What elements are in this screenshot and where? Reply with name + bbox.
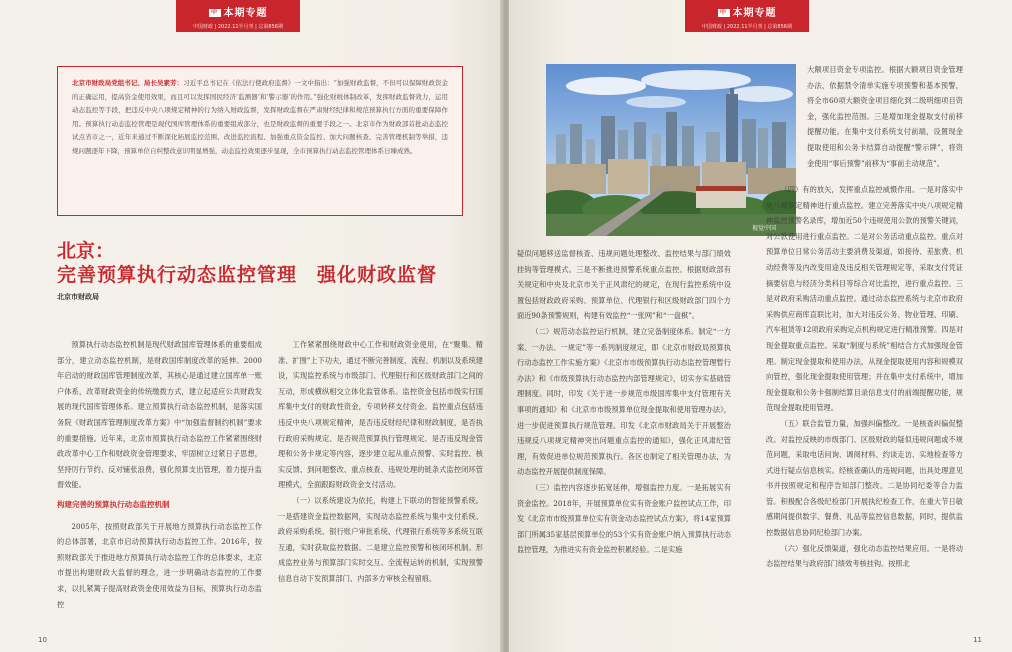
page-number-right: 11 — [973, 636, 982, 644]
right-page — [509, 0, 1012, 652]
intro-lead: 北京市财政局党组书记、局长吴素芳： — [72, 79, 184, 87]
title-line-2: 完善预算执行动态监控管理 强化财政监督 — [57, 264, 438, 286]
title-line-1: 北京： — [57, 240, 115, 262]
issue-info: 中国财政 | 2022.11半月刊 | 总第856期 — [702, 24, 792, 30]
section-title: 本期专题 — [732, 8, 777, 19]
paragraph: （三）监控内容逐步拓宽延伸，增强监控力度。一是拓展实有资金监控。2018年，开展预算单位实有资金账户监控试点工作，印发《北京市市级预算单位实有资金动态监控试点方案》，将14家预算部门所属35家基层预算单位的53个实有资金账户纳入预算执行动态监控管理，为推进实有资金监控积累经验。二是实施 — [517, 482, 731, 555]
paragraph: （二）规范动态监控运行机制，建立完备制度体系。制定“一方案、一办法、一规定”等一系列制度规定，即《北京市财政局预算执行动态监控工作实施方案》《北京市市级预算执行动态监控管理暂行办法》和《市级预算执行动态监控内部管理规定》，切实夯实基础管理制度。同时，印发《关于进一步规范市级国库集中支付管理有关事项的通知》和《北京市市级预算单位现金提取和使用管理办法》，进一步促进预算执行规范管理。印发《北京市财政局关于开展整治违规反八项规定精神突出问题重点监控的通知》，强化正风肃纪管理，有效促进单位规范预算执行。各区也制定了相关管理办法，为动态监控开展提供制度保障。 — [517, 326, 731, 477]
intro-body: 习近平总书记在《依法行使政府监督》一文中指出：“加强财政监督，不但可以保障财政资金的正确运用，提高资金使用效果，而且可以发挥国民经济‘监测器’和‘警示器’的作用。”强化财税体制改革，发挥财政监督效力，运用动态监控等手段，把违反中央八项规定精神的行为纳入财政监督，发挥财政监督在严肃财经纪律和规范预算执行方面的重要保障作用。预算执行动态监控管理是现代国库管理体系的重要组成部分，也是财政监督的重要手段之一。北京市作为财政部首批动态监控试点省市之一，近年来通过不断深化拓展监控范围、改进监控流程、加强重点资金监控、加大问题核查、完善管理机制等举措，违规问题逐年下降，预算单位自纠整改意识明显增强，动态监控效果逐步显现，全市预算执行动态监控管理体系日臻成熟。 — [72, 79, 449, 155]
header-tab-right — [685, 0, 809, 32]
city-image — [546, 64, 796, 236]
page-number-left: 10 — [38, 636, 47, 644]
paragraph: 大额项目资金专项监控。根据大额项目资金管理办法，依据禁令清单实施专项预警和基本预警，将全市60项大额资金项目细化到二级明细项目资金，强化监控范围。三是增加现金提取支付前移提醒功能。在集中支付系统支付前端，设置现金提取使用和公务卡结算自动提醒“警示牌”，将资金使用“事后预警”前移为“事前主动规范”。 — [807, 65, 963, 168]
header-tab-left — [176, 0, 300, 32]
right-column-2 — [766, 182, 963, 572]
paragraph: 预算执行动态监控机制是现代财政国库管理体系的重要组成部分，建立动态监控机制，是财政国库制度改革的延伸。2000年启动的财政国库管理制度改革，其核心是通过建立国库单一账户体系，改革财政资金的传统缴拨方式，建立起适应公共财政发展的现代国库管理体系。建立预算执行动态监控机制，是落实国务院《财政国库管理制度改革方案》中“加强监督制约机制”要求的重要措施。近年来，北京市预算执行动态监控工作紧紧围绕财政改革中心工作和财政资金管理要求，牢固树立过紧日子思想，坚持厉行节约、反对铺张浪费，强化预算支出管理，着力提升监督效能。 — [57, 340, 262, 490]
intro-box — [57, 66, 463, 216]
paragraph: （六）强化反馈渠道，强化动态监控结果应用。一是将动态监控结果与政府部门绩效考核挂钩。按照北 — [766, 543, 963, 569]
left-column-2 — [278, 337, 483, 587]
article-title — [57, 240, 437, 288]
magazine-logo-icon: 中 — [718, 9, 730, 17]
left-column-1 — [57, 337, 262, 612]
right-column-2-top — [807, 62, 963, 171]
paragraph: （五）联合监管力量，加强纠偏整改。一是核查纠偏促整改。对监控反映的市级部门、区级财政的疑似违规问题或不规范问题，采取电话问询、调阅材料、约谈走访、实地检查等方式进行疑点信息核实。经核查确认的违规问题，出具处理意见书并按照规定和程序告知部门整改。二是协同纪委等合力监管。积极配合各级纪检部门开展执纪检查工作，在重大节日敏感期间提供数字、餐费、礼品等监控信息数据，同时，提供监控数据信息协同纪检部门办案。 — [766, 418, 963, 538]
right-column-1 — [517, 246, 731, 558]
left-page — [0, 0, 503, 652]
paragraph: （四）有的放矢，发挥重点监控威慑作用。一是对落实中央八项规定精神进行重点监控。建立完善落实中央八项规定精神监控预警名录库，增加近50个违规使用公款的预警关键词，对公款使用进行重点监控。二是对公务活动重点监控。重点对预算单位日常公务活动主要消费及渠道，如接待、差旅费、机动经费等及内改变用途及违反相关管理规定等，采取支付凭证摘要信息与经济分类科目等综合对比监控，进行重点监控。三是对政府采购活动重点监控。通过动态监控系统与北京市政府采购供应商库直联比对，加大对违反公务、物业管理、印刷、汽车租赁等12项政府采购定点机构规定进行精准预警。四是对现金提取重点监控。采取“制度与系统”相结合方式加强现金管理。制定现金提取和使用办法，从现金提取使用内容和规模双向管控，强化现金提取使用管理；并在集中支付系统中，增加现金提取和公务卡强制结算目录信息支付的前端提醒功能，规范现金提取使用管理。 — [766, 185, 963, 413]
magazine-logo-icon: 中 — [209, 9, 221, 17]
section-title: 本期专题 — [223, 8, 268, 19]
paragraph: （一）以系统建设为依托，构建上下联动的智能预警系统。一是搭建资金监控数据网，实现动态监控系统与集中支付系统、政府采购系统、银行账户审批系统、代理银行系统等多系统互联互通，实时获取监控数据。二是建立监控预警和核闭环机制。形成监控业务与预算部门实时交互、全流程运转的机制，实现预警信息自动下发预算部门、内部多方审核全程留痕、 — [278, 495, 483, 583]
issue-info: 中国财政 | 2022.11半月刊 | 总第856期 — [193, 24, 283, 30]
paragraph: 2005年，按照财政部关于开展地方预算执行动态监控工作的总体部署，北京市启动预算执行动态监控工作。2016年，按照财政部关于推进地方预算执行动态监控工作的总体要求，北京市提出构建财政大监督的理念，进一步明确动态监控的工作要求，以扎紧篱子提高财政资金使用效益为目标，预算执行动态监控 — [57, 521, 262, 609]
byline: 北京市财政局 — [57, 293, 99, 301]
paragraph: 疑似问题移送监督核查、违规问题处理整改、监控结果与部门绩效挂钩等管理模式。三是不断推进预警系统重点监控。根据财政部有关规定和中央及北京市关于正风肃纪的规定，在现行监控系统中设置包括财政政府采购、预算单位、代理银行和区级财政部门四个方面近90条预警规则，构建有效监控“一张网”和“一盘棋”。 — [517, 249, 731, 321]
intro-text — [72, 77, 448, 159]
section-heading: 构建完善的预算执行动态监控机制 — [57, 499, 170, 509]
beijing-skyline-photo — [546, 64, 796, 236]
photo-credit: 视觉中国 — [752, 225, 777, 232]
paragraph: 工作紧紧围绕财政中心工作和财政资金使用，在“聚集、精准、扩围”上下功夫，通过不断完善制度、流程、机制以及系统建设，实现监控系统与市级部门、代理银行和区级财政部门之间的互动，形成横纵相交立体化监管体系。监控资金包括市级实行国库集中支付的财政性资金，专项转移支付资金。监控重点包括违违反中央八项规定精神，是否违反财经纪律和财政制度，是否执行政府采购规定、是否规范预算执行管理规定、是否违反现金管理和公务卡规定等内容，逐步建立起从重点预警、实时监控、核实反馈、到问题整改、重点核查、违规处理的链条式监控闭环管理模式，全面跟踪财政资金支付活动。 — [278, 340, 483, 490]
